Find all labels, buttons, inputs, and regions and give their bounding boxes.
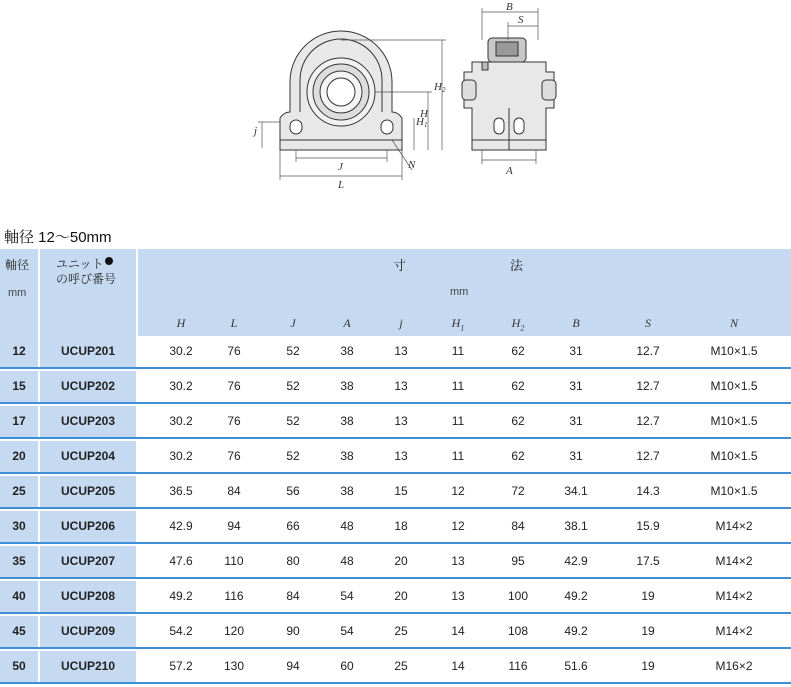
section-title: 軸径 12～50mm [4, 229, 112, 246]
label-H: H [420, 108, 428, 120]
cell-h: 47.6 [169, 554, 193, 568]
cell-h1: 13 [451, 589, 465, 603]
cell-s: 17.5 [636, 554, 660, 568]
cell-a: 60 [340, 659, 354, 673]
cell-h2: 62 [511, 379, 525, 393]
header-symbol-l: L [230, 316, 238, 330]
table-row [0, 476, 791, 509]
cell-j: 84 [286, 589, 300, 603]
cell-j: 66 [286, 519, 300, 533]
row-shaft-diameter: 40 [0, 581, 38, 612]
row-shaft-diameter: 50 [0, 651, 38, 682]
cell-s: 14.3 [636, 484, 660, 498]
cell-a: 48 [340, 519, 354, 533]
header-symbol-h1: $H_1$ [451, 316, 465, 333]
cell-n: M10×1.5 [710, 414, 758, 428]
cell-j: 13 [394, 449, 408, 463]
label-J: J [338, 161, 343, 173]
header-symbol-s: S [645, 316, 651, 330]
cell-l: 120 [223, 624, 245, 638]
cell-n: M14×2 [715, 589, 753, 603]
cell-h1: 11 [451, 379, 465, 393]
cell-h1: 11 [451, 449, 465, 463]
header-dims-unit: mm [450, 286, 469, 298]
row-unit-number: UCUP207 [40, 546, 136, 577]
cell-b: 31 [569, 449, 583, 463]
table-row [0, 546, 791, 579]
cell-j: 25 [394, 624, 408, 638]
cell-a: 38 [340, 484, 354, 498]
cell-h1: 12 [451, 484, 465, 498]
cell-s: 19 [641, 659, 655, 673]
row-shaft-diameter: 17 [0, 406, 38, 437]
label-H1-sub: 1 [424, 121, 428, 129]
header-symbol-h: H [176, 316, 186, 330]
header-symbol-j: j [399, 316, 403, 330]
table-row [0, 616, 791, 649]
cell-h1: 11 [451, 414, 465, 428]
cell-h: 42.9 [169, 519, 193, 533]
header-shaft-label: 軸径 [5, 258, 30, 272]
table-row [0, 581, 791, 614]
note-bullet-icon [105, 257, 113, 265]
header-unit-cell [40, 249, 136, 336]
cell-h2: 95 [511, 554, 525, 568]
cell-j: 52 [286, 449, 300, 463]
cell-h: 30.2 [169, 344, 193, 358]
header-unit-line1: ユニット [56, 255, 113, 272]
cell-l: 76 [227, 414, 241, 428]
cell-h1: 11 [451, 344, 465, 358]
cell-j: 25 [394, 659, 408, 673]
row-unit-number: UCUP203 [40, 406, 136, 437]
row-shaft-diameter: 15 [0, 371, 38, 402]
cell-n: M14×2 [715, 624, 753, 638]
cell-s: 12.7 [636, 414, 660, 428]
table-row [0, 441, 791, 474]
header-dims-char2: 法 [510, 258, 524, 273]
cell-h: 30.2 [169, 414, 193, 428]
cell-b: 31 [569, 344, 583, 358]
cell-j: 94 [286, 659, 300, 673]
label-A: A [506, 165, 513, 177]
cell-n: M10×1.5 [710, 344, 758, 358]
cell-h: 30.2 [169, 379, 193, 393]
table-row [0, 406, 791, 439]
cell-h1: 13 [451, 554, 465, 568]
cell-n: M10×1.5 [710, 484, 758, 498]
cell-b: 38.1 [564, 519, 588, 533]
cell-h2: 84 [511, 519, 525, 533]
cell-l: 76 [227, 449, 241, 463]
header-shaft-unit: mm [8, 287, 27, 299]
front-view-drawing [0, 0, 460, 215]
cell-h2: 62 [511, 414, 525, 428]
header-shaft-cell [0, 249, 38, 336]
cell-n: M10×1.5 [710, 379, 758, 393]
cell-b: 49.2 [564, 624, 588, 638]
label-L: L [338, 179, 345, 191]
cell-a: 48 [340, 554, 354, 568]
cell-a: 38 [340, 344, 354, 358]
header-unit-line2: の呼び番号 [56, 272, 117, 286]
cell-s: 19 [641, 589, 655, 603]
row-shaft-diameter: 20 [0, 441, 38, 472]
table-row [0, 336, 791, 369]
cell-s: 19 [641, 624, 655, 638]
cell-j: 13 [394, 414, 408, 428]
cell-j: 52 [286, 344, 300, 358]
side-view-drawing [460, 0, 780, 215]
row-unit-number: UCUP209 [40, 616, 136, 647]
label-N: N [408, 159, 416, 171]
cell-h2: 100 [507, 589, 529, 603]
cell-j: 15 [394, 484, 408, 498]
row-shaft-diameter: 12 [0, 336, 38, 367]
header-symbol-h2: $H_2$ [511, 316, 525, 333]
dimensions-table [0, 249, 791, 684]
header-symbol-a: A [343, 316, 351, 330]
cell-l: 76 [227, 379, 241, 393]
cell-s: 12.7 [636, 449, 660, 463]
cell-b: 31 [569, 379, 583, 393]
cell-j: 13 [394, 344, 408, 358]
cell-j: 56 [286, 484, 300, 498]
cell-j: 13 [394, 379, 408, 393]
cell-s: 12.7 [636, 379, 660, 393]
cell-l: 76 [227, 344, 241, 358]
cell-a: 38 [340, 414, 354, 428]
cell-j: 52 [286, 414, 300, 428]
cell-h2: 108 [507, 624, 529, 638]
cell-h: 54.2 [169, 624, 193, 638]
cell-j: 18 [394, 519, 408, 533]
cell-a: 54 [340, 624, 354, 638]
cell-j: 20 [394, 554, 408, 568]
header-symbol-j: J [290, 316, 296, 330]
cell-b: 34.1 [564, 484, 588, 498]
cell-j: 52 [286, 379, 300, 393]
cell-h2: 62 [511, 449, 525, 463]
cell-n: M10×1.5 [710, 449, 758, 463]
cell-h: 36.5 [169, 484, 193, 498]
row-unit-number: UCUP210 [40, 651, 136, 682]
cell-j: 20 [394, 589, 408, 603]
cell-b: 42.9 [564, 554, 588, 568]
row-unit-number: UCUP205 [40, 476, 136, 507]
cell-h: 49.2 [169, 589, 193, 603]
technical-drawings [0, 0, 791, 215]
header-symbol-n: N [729, 316, 738, 330]
header-dims-char1: 寸 [393, 258, 407, 273]
cell-h: 30.2 [169, 449, 193, 463]
label-H1: H [416, 116, 424, 128]
cell-n: M16×2 [715, 659, 753, 673]
cell-h1: 14 [451, 624, 465, 638]
cell-l: 110 [224, 554, 244, 568]
cell-h2: 116 [508, 659, 528, 673]
label-H2: H [434, 81, 442, 93]
cell-h: 57.2 [169, 659, 193, 673]
table-row [0, 511, 791, 544]
header-symbol-b: B [572, 316, 580, 330]
label-S: S [518, 14, 524, 26]
table-row [0, 371, 791, 404]
row-shaft-diameter: 35 [0, 546, 38, 577]
cell-l: 94 [227, 519, 241, 533]
cell-n: M14×2 [715, 554, 753, 568]
cell-b: 31 [569, 414, 583, 428]
label-j: j [254, 125, 258, 137]
cell-a: 38 [340, 379, 354, 393]
label-B: B [506, 1, 513, 13]
table-body [0, 336, 791, 684]
cell-h2: 62 [511, 344, 525, 358]
row-unit-number: UCUP204 [40, 441, 136, 472]
label-H2-sub: 2 [442, 86, 446, 94]
cell-s: 15.9 [636, 519, 660, 533]
cell-l: 116 [224, 589, 244, 603]
cell-b: 51.6 [564, 659, 588, 673]
row-unit-number: UCUP208 [40, 581, 136, 612]
cell-l: 84 [227, 484, 241, 498]
table-row [0, 651, 791, 684]
cell-h1: 14 [451, 659, 465, 673]
row-unit-number: UCUP206 [40, 511, 136, 542]
cell-n: M14×2 [715, 519, 753, 533]
table-header [0, 249, 791, 336]
cell-b: 49.2 [564, 589, 588, 603]
row-unit-number: UCUP201 [40, 336, 136, 367]
row-shaft-diameter: 25 [0, 476, 38, 507]
cell-h2: 72 [511, 484, 525, 498]
cell-h1: 12 [451, 519, 465, 533]
row-shaft-diameter: 30 [0, 511, 38, 542]
cell-a: 54 [340, 589, 354, 603]
cell-j: 80 [286, 554, 300, 568]
row-unit-number: UCUP202 [40, 371, 136, 402]
cell-a: 38 [340, 449, 354, 463]
cell-l: 130 [223, 659, 245, 673]
row-shaft-diameter: 45 [0, 616, 38, 647]
cell-s: 12.7 [636, 344, 660, 358]
cell-j: 90 [286, 624, 300, 638]
